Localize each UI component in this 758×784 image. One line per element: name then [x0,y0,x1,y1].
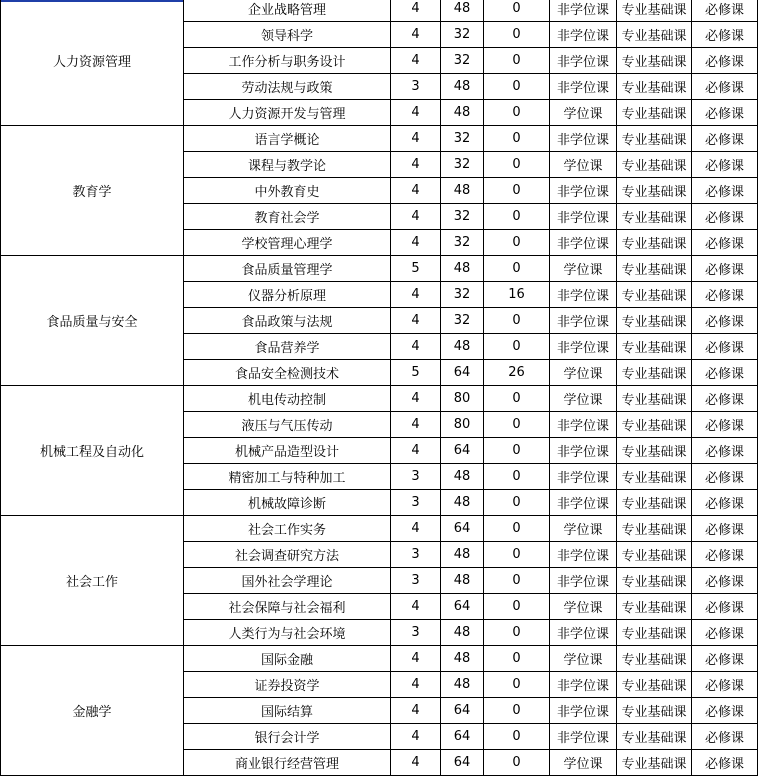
degree-type-cell[interactable]: 非学位课 [550,490,617,516]
requirement-cell[interactable]: 必修课 [692,282,758,308]
hours-cell[interactable]: 48 [441,490,484,516]
course-category-cell[interactable]: 专业基础课 [617,386,692,412]
practice-hours-cell[interactable]: 0 [484,672,550,698]
hours-cell[interactable]: 32 [441,308,484,334]
course-name-cell[interactable]: 工作分析与职务设计 [184,48,391,74]
course-category-cell[interactable]: 专业基础课 [617,646,692,672]
requirement-cell[interactable]: 必修课 [692,646,758,672]
course-name-cell[interactable]: 证券投资学 [184,672,391,698]
hours-cell[interactable]: 48 [441,464,484,490]
course-category-cell[interactable]: 专业基础课 [617,464,692,490]
hours-cell[interactable]: 64 [441,360,484,386]
course-name-cell[interactable]: 机械故障诊断 [184,490,391,516]
hours-cell[interactable]: 48 [441,100,484,126]
course-name-cell[interactable]: 国际金融 [184,646,391,672]
practice-hours-cell[interactable]: 0 [484,256,550,282]
course-category-cell[interactable]: 专业基础课 [617,542,692,568]
practice-hours-cell[interactable]: 0 [484,646,550,672]
hours-cell[interactable]: 48 [441,542,484,568]
degree-type-cell[interactable]: 非学位课 [550,724,617,750]
table-row [1,646,758,672]
hours-cell[interactable]: 48 [441,568,484,594]
degree-type-cell[interactable]: 学位课 [550,594,617,620]
course-name-cell[interactable]: 领导科学 [184,22,391,48]
practice-hours-cell[interactable]: 0 [484,490,550,516]
degree-type-cell[interactable]: 非学位课 [550,568,617,594]
course-name-cell[interactable]: 机械产品造型设计 [184,438,391,464]
requirement-cell[interactable]: 必修课 [692,698,758,724]
requirement-cell[interactable]: 必修课 [692,438,758,464]
course-category-cell[interactable]: 专业基础课 [617,360,692,386]
requirement-cell[interactable]: 必修课 [692,490,758,516]
practice-hours-cell[interactable]: 0 [484,74,550,100]
course-category-cell[interactable]: 专业基础课 [617,620,692,646]
course-category-cell[interactable]: 专业基础课 [617,334,692,360]
requirement-cell[interactable]: 必修课 [692,22,758,48]
course-category-cell[interactable]: 专业基础课 [617,568,692,594]
credits-cell[interactable]: 4 [391,126,441,152]
degree-type-cell[interactable]: 学位课 [550,516,617,542]
course-category-cell[interactable]: 专业基础课 [617,100,692,126]
course-category-cell[interactable]: 专业基础课 [617,48,692,74]
credits-cell[interactable]: 5 [391,256,441,282]
requirement-cell[interactable]: 必修课 [692,724,758,750]
degree-type-cell[interactable]: 非学位课 [550,672,617,698]
course-category-cell[interactable]: 专业基础课 [617,22,692,48]
degree-type-cell[interactable]: 非学位课 [550,230,617,256]
degree-type-cell[interactable]: 非学位课 [550,438,617,464]
requirement-cell[interactable]: 必修课 [692,672,758,698]
course-name-cell[interactable]: 教育社会学 [184,204,391,230]
course-name-cell[interactable]: 液压与气压传动 [184,412,391,438]
credits-cell[interactable]: 4 [391,230,441,256]
requirement-cell[interactable]: 必修课 [692,360,758,386]
course-category-cell[interactable]: 专业基础课 [617,126,692,152]
practice-hours-cell[interactable]: 0 [484,698,550,724]
hours-cell[interactable]: 32 [441,48,484,74]
hours-cell[interactable]: 64 [441,724,484,750]
requirement-cell[interactable]: 必修课 [692,516,758,542]
hours-cell[interactable]: 64 [441,594,484,620]
hours-cell[interactable]: 64 [441,516,484,542]
course-name-cell[interactable]: 人类行为与社会环境 [184,620,391,646]
credits-cell[interactable]: 3 [391,74,441,100]
course-category-cell[interactable]: 专业基础课 [617,178,692,204]
practice-hours-cell[interactable]: 0 [484,178,550,204]
course-category-cell[interactable]: 专业基础课 [617,724,692,750]
hours-cell[interactable]: 80 [441,386,484,412]
major-cell[interactable]: 机械工程及自动化 [1,386,184,516]
practice-hours-cell[interactable]: 0 [484,516,550,542]
practice-hours-cell[interactable]: 0 [484,386,550,412]
table-row [1,0,758,22]
requirement-cell[interactable]: 必修课 [692,542,758,568]
practice-hours-cell[interactable]: 0 [484,22,550,48]
course-category-cell[interactable]: 专业基础课 [617,672,692,698]
credits-cell[interactable]: 4 [391,646,441,672]
requirement-cell[interactable]: 必修课 [692,386,758,412]
credits-cell[interactable]: 4 [391,100,441,126]
credits-cell[interactable]: 3 [391,490,441,516]
major-cell[interactable]: 金融学 [1,646,184,776]
requirement-cell[interactable]: 必修课 [692,620,758,646]
credits-cell[interactable]: 4 [391,204,441,230]
degree-type-cell[interactable]: 非学位课 [550,620,617,646]
requirement-cell[interactable]: 必修课 [692,100,758,126]
requirement-cell[interactable]: 必修课 [692,256,758,282]
credits-cell[interactable]: 4 [391,308,441,334]
credits-cell[interactable]: 4 [391,48,441,74]
course-category-cell[interactable]: 专业基础课 [617,594,692,620]
hours-cell[interactable]: 64 [441,698,484,724]
degree-type-cell[interactable]: 非学位课 [550,204,617,230]
credits-cell[interactable]: 4 [391,0,441,22]
degree-type-cell[interactable]: 非学位课 [550,542,617,568]
hours-cell[interactable]: 80 [441,412,484,438]
credits-cell[interactable]: 4 [391,698,441,724]
practice-hours-cell[interactable]: 0 [484,568,550,594]
course-name-cell[interactable]: 劳动法规与政策 [184,74,391,100]
credits-cell[interactable]: 4 [391,594,441,620]
course-name-cell[interactable]: 精密加工与特种加工 [184,464,391,490]
credits-cell[interactable]: 5 [391,360,441,386]
practice-hours-cell[interactable]: 0 [484,230,550,256]
hours-cell[interactable]: 48 [441,620,484,646]
hours-cell[interactable]: 48 [441,672,484,698]
requirement-cell[interactable]: 必修课 [692,568,758,594]
course-name-cell[interactable]: 语言学概论 [184,126,391,152]
degree-type-cell[interactable]: 非学位课 [550,74,617,100]
course-category-cell[interactable]: 专业基础课 [617,308,692,334]
course-name-cell[interactable]: 课程与教学论 [184,152,391,178]
hours-cell[interactable]: 32 [441,126,484,152]
course-name-cell[interactable]: 企业战略管理 [184,0,391,22]
practice-hours-cell[interactable]: 0 [484,152,550,178]
credits-cell[interactable]: 4 [391,152,441,178]
degree-type-cell[interactable]: 学位课 [550,152,617,178]
course-name-cell[interactable]: 学校管理心理学 [184,230,391,256]
table-body [1,0,758,776]
requirement-cell[interactable]: 必修课 [692,412,758,438]
major-cell[interactable]: 社会工作 [1,516,184,646]
table-row [1,516,758,542]
credits-cell[interactable]: 3 [391,568,441,594]
requirement-cell[interactable]: 必修课 [692,74,758,100]
practice-hours-cell[interactable]: 0 [484,750,550,776]
requirement-cell[interactable]: 必修课 [692,594,758,620]
requirement-cell[interactable]: 必修课 [692,152,758,178]
practice-hours-cell[interactable]: 0 [484,0,550,22]
course-category-cell[interactable]: 专业基础课 [617,750,692,776]
requirement-cell[interactable]: 必修课 [692,230,758,256]
hours-cell[interactable]: 32 [441,204,484,230]
degree-type-cell[interactable]: 学位课 [550,386,617,412]
degree-type-cell[interactable]: 非学位课 [550,0,617,22]
requirement-cell[interactable]: 必修课 [692,48,758,74]
course-category-cell[interactable]: 专业基础课 [617,412,692,438]
hours-cell[interactable]: 48 [441,74,484,100]
degree-type-cell[interactable]: 学位课 [550,646,617,672]
practice-hours-cell[interactable]: 16 [484,282,550,308]
course-category-cell[interactable]: 专业基础课 [617,438,692,464]
hours-cell[interactable]: 48 [441,256,484,282]
hours-cell[interactable]: 48 [441,0,484,22]
credits-cell[interactable]: 4 [391,750,441,776]
credits-cell[interactable]: 3 [391,542,441,568]
degree-type-cell[interactable]: 非学位课 [550,412,617,438]
requirement-cell[interactable]: 必修课 [692,750,758,776]
practice-hours-cell[interactable]: 0 [484,308,550,334]
degree-type-cell[interactable]: 非学位课 [550,464,617,490]
course-category-cell[interactable]: 专业基础课 [617,490,692,516]
course-name-cell[interactable]: 社会工作实务 [184,516,391,542]
hours-cell[interactable]: 48 [441,334,484,360]
credits-cell[interactable]: 4 [391,22,441,48]
practice-hours-cell[interactable]: 0 [484,100,550,126]
course-name-cell[interactable]: 国外社会学理论 [184,568,391,594]
hours-cell[interactable]: 64 [441,438,484,464]
practice-hours-cell[interactable]: 0 [484,126,550,152]
degree-type-cell[interactable]: 非学位课 [550,308,617,334]
hours-cell[interactable]: 48 [441,646,484,672]
practice-hours-cell[interactable]: 0 [484,620,550,646]
credits-cell[interactable]: 3 [391,464,441,490]
course-name-cell[interactable]: 食品政策与法规 [184,308,391,334]
credits-cell[interactable]: 4 [391,334,441,360]
hours-cell[interactable]: 64 [441,750,484,776]
course-category-cell[interactable]: 专业基础课 [617,152,692,178]
degree-type-cell[interactable]: 非学位课 [550,48,617,74]
course-category-cell[interactable]: 专业基础课 [617,0,692,22]
course-category-cell[interactable]: 专业基础课 [617,516,692,542]
course-name-cell[interactable]: 食品安全检测技术 [184,360,391,386]
credits-cell[interactable]: 4 [391,282,441,308]
practice-hours-cell[interactable]: 0 [484,412,550,438]
degree-type-cell[interactable]: 学位课 [550,100,617,126]
practice-hours-cell[interactable]: 0 [484,204,550,230]
degree-type-cell[interactable]: 非学位课 [550,178,617,204]
requirement-cell[interactable]: 必修课 [692,204,758,230]
degree-type-cell[interactable]: 非学位课 [550,282,617,308]
degree-type-cell[interactable]: 非学位课 [550,126,617,152]
practice-hours-cell[interactable]: 0 [484,464,550,490]
degree-type-cell[interactable]: 非学位课 [550,22,617,48]
course-name-cell[interactable]: 社会调查研究方法 [184,542,391,568]
credits-cell[interactable]: 4 [391,438,441,464]
requirement-cell[interactable]: 必修课 [692,0,758,22]
requirement-cell[interactable]: 必修课 [692,334,758,360]
course-name-cell[interactable]: 中外教育史 [184,178,391,204]
practice-hours-cell[interactable]: 0 [484,334,550,360]
practice-hours-cell[interactable]: 0 [484,724,550,750]
degree-type-cell[interactable]: 非学位课 [550,334,617,360]
credits-cell[interactable]: 4 [391,178,441,204]
credits-cell[interactable]: 4 [391,724,441,750]
course-name-cell[interactable]: 机电传动控制 [184,386,391,412]
credits-cell[interactable]: 4 [391,412,441,438]
course-name-cell[interactable]: 国际结算 [184,698,391,724]
hours-cell[interactable]: 32 [441,230,484,256]
course-name-cell[interactable]: 社会保障与社会福利 [184,594,391,620]
table-row [1,386,758,412]
major-cell[interactable]: 教育学 [1,126,184,256]
course-name-cell[interactable]: 食品营养学 [184,334,391,360]
credits-cell[interactable]: 4 [391,672,441,698]
table-row [1,256,758,282]
requirement-cell[interactable]: 必修课 [692,126,758,152]
course-category-cell[interactable]: 专业基础课 [617,282,692,308]
practice-hours-cell[interactable]: 0 [484,542,550,568]
course-category-cell[interactable]: 专业基础课 [617,74,692,100]
course-name-cell[interactable]: 食品质量管理学 [184,256,391,282]
credits-cell[interactable]: 4 [391,386,441,412]
course-category-cell[interactable]: 专业基础课 [617,204,692,230]
requirement-cell[interactable]: 必修课 [692,464,758,490]
course-name-cell[interactable]: 仪器分析原理 [184,282,391,308]
course-category-cell[interactable]: 专业基础课 [617,698,692,724]
practice-hours-cell[interactable]: 26 [484,360,550,386]
practice-hours-cell[interactable]: 0 [484,438,550,464]
degree-type-cell[interactable]: 学位课 [550,750,617,776]
hours-cell[interactable]: 32 [441,22,484,48]
degree-type-cell[interactable]: 学位课 [550,256,617,282]
requirement-cell[interactable]: 必修课 [692,308,758,334]
hours-cell[interactable]: 32 [441,152,484,178]
table-row [1,126,758,152]
course-name-cell[interactable]: 人力资源开发与管理 [184,100,391,126]
credits-cell[interactable]: 4 [391,516,441,542]
course-name-cell[interactable]: 银行会计学 [184,724,391,750]
major-cell[interactable]: 人力资源管理 [1,0,184,126]
credits-cell[interactable]: 3 [391,620,441,646]
course-category-cell[interactable]: 专业基础课 [617,230,692,256]
practice-hours-cell[interactable]: 0 [484,48,550,74]
course-category-cell[interactable]: 专业基础课 [617,256,692,282]
hours-cell[interactable]: 32 [441,282,484,308]
practice-hours-cell[interactable]: 0 [484,594,550,620]
hours-cell[interactable]: 48 [441,178,484,204]
degree-type-cell[interactable]: 非学位课 [550,698,617,724]
requirement-cell[interactable]: 必修课 [692,178,758,204]
degree-type-cell[interactable]: 学位课 [550,360,617,386]
course-name-cell[interactable]: 商业银行经营管理 [184,750,391,776]
major-cell[interactable]: 食品质量与安全 [1,256,184,386]
